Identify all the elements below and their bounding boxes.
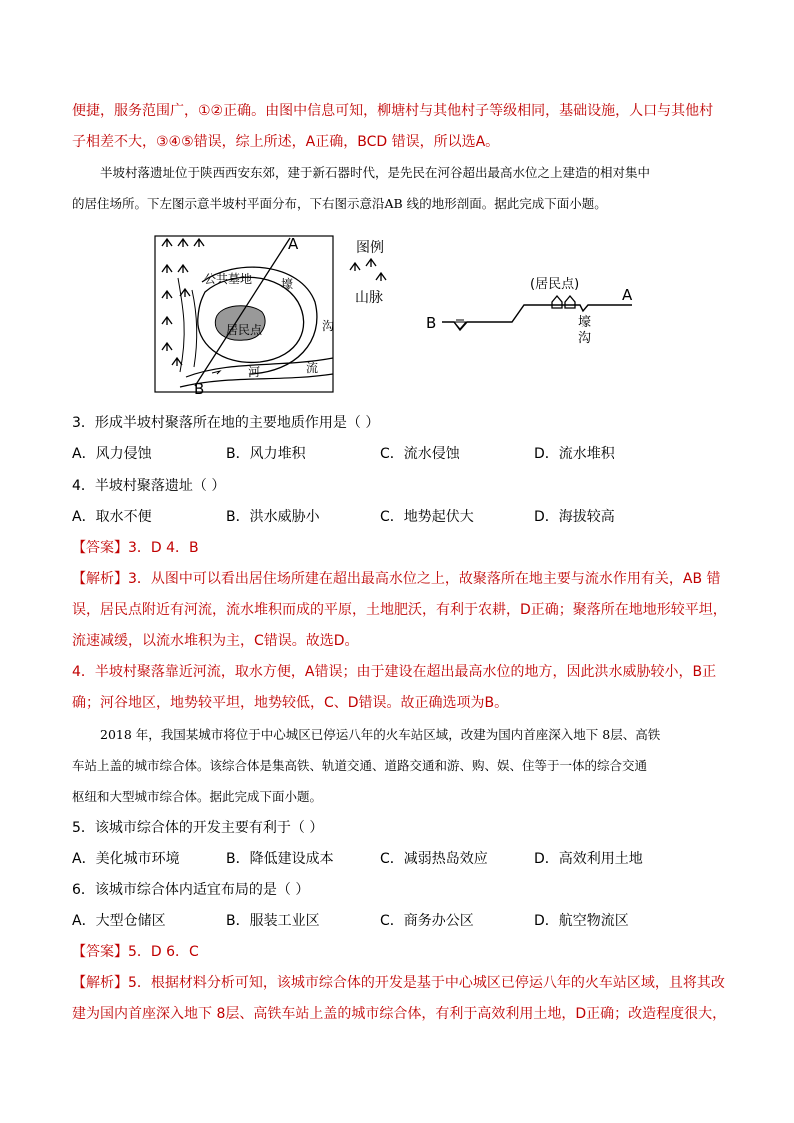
paragraph-line: 便捷，服务范围广，①②正确。由图中信息可知，柳塘村与其他村子等级相同，基础设施，人口与其他村 bbox=[72, 103, 714, 119]
analysis-tag: 【解析】 bbox=[72, 571, 128, 587]
mountain-icons bbox=[162, 239, 204, 366]
question-5-stem: 5．该城市综合体的开发主要有利于（ ） bbox=[72, 820, 324, 836]
q6-option-d: D．航空物流区 bbox=[534, 913, 629, 929]
analysis-1-line: 误，居民点附近有河流，流水堆积而成的平原，土地肥沃，有利于农耕，D正确；聚落所在地地形较平坦， bbox=[72, 602, 727, 618]
trench-label: 壕 bbox=[281, 277, 294, 291]
label-a: A bbox=[288, 235, 299, 253]
q5-option-b: B．降低建设成本 bbox=[226, 851, 334, 867]
cemetery-label: 公共墓地 bbox=[204, 272, 253, 286]
answer-2 bbox=[72, 942, 732, 962]
legend-title: 图例 bbox=[356, 240, 384, 256]
q6-option-a: A．大型仓储区 bbox=[72, 913, 166, 929]
legend-item: 山脉 bbox=[355, 290, 383, 306]
q4-option-d: D．海拔较高 bbox=[534, 509, 615, 525]
analysis-1-line: 流速减缓，以流水堆积为主，C错误。故选D。 bbox=[72, 633, 359, 649]
profile-settlement-label: (居民点) bbox=[530, 277, 580, 292]
river-label: 河 bbox=[248, 365, 261, 379]
q5-option-a: A．美化城市环境 bbox=[72, 851, 180, 867]
q6-option-c: C．商务办公区 bbox=[380, 913, 474, 929]
legend-mountain-icon bbox=[350, 259, 386, 281]
answer-text: 3．D 4．B bbox=[128, 540, 199, 556]
q5-option-c: C．减弱热岛效应 bbox=[380, 851, 488, 867]
q4-option-a: A．取水不便 bbox=[72, 509, 152, 525]
material-line: 2018 年，我国某城市将位于中心城区已停运八年的火车站区域，改建为国内首座深入地下 8层、高铁 bbox=[100, 727, 661, 742]
material-line: 枢纽和大型城市综合体。据此完成下面小题。 bbox=[72, 789, 323, 804]
answer-tag: 【答案】 bbox=[72, 944, 128, 960]
q3-option-a: A．风力侵蚀 bbox=[72, 446, 152, 462]
q5-option-d: D．高效利用土地 bbox=[534, 851, 643, 867]
analysis-1-line: 4．半坡村聚落靠近河流，取水方便，A错误；由于建设在超出最高水位的地方，因此洪水威胁较小，B正 bbox=[72, 664, 717, 680]
q3-option-d: D．流水堆积 bbox=[534, 446, 615, 462]
profile-label-b: B bbox=[426, 314, 437, 332]
question-6-stem: 6．该城市综合体内适宜布局的是（ ） bbox=[72, 882, 310, 898]
profile-trench-label: 沟 bbox=[578, 331, 592, 346]
settlement-label: 居民点 bbox=[226, 323, 263, 337]
q4-option-c: C．地势起伏大 bbox=[380, 509, 474, 525]
analysis-1-line: 确；河谷地区，地势较平坦，地势较低，C、D错误。故正确选项为B。 bbox=[72, 695, 509, 711]
river-label: 流 bbox=[306, 361, 319, 375]
question-3-stem: 3．形成半坡村聚落所在地的主要地质作用是（ ） bbox=[72, 415, 380, 431]
label-b: B bbox=[194, 380, 205, 397]
answer-text: 5．D 6．C bbox=[128, 944, 199, 960]
profile-label-a: A bbox=[622, 286, 633, 304]
analysis-2-line bbox=[72, 973, 732, 993]
analysis-2-line: 建为国内首座深入地下 8层、高铁车站上盖的城市综合体，有利于高效利用土地，D正确；改造程度很大， bbox=[72, 1006, 727, 1022]
q3-option-b: B．风力堆积 bbox=[226, 446, 306, 462]
analysis-text: 5．根据材料分析可知，该城市综合体的开发是基于中心城区已停运八年的火车站区域，且将其改 bbox=[128, 975, 725, 991]
analysis-1-line bbox=[72, 569, 732, 589]
ab-profile bbox=[420, 270, 650, 350]
material-line: 的居住场所。下左图示意半坡村平面分布，下右图示意沿AB 线的地形剖面。据此完成下面小题。 bbox=[72, 196, 607, 211]
material-line: 车站上盖的城市综合体。该综合体是集高铁、轨道交通、道路交通和游、购、娱、住等于一体的综合交通 bbox=[72, 758, 648, 773]
analysis-text: 3．从图中可以看出居住场所建在超出最高水位之上，故聚落所在地主要与流水作用有关，AB 错 bbox=[128, 571, 721, 587]
answer-1 bbox=[72, 538, 732, 558]
analysis-tag: 【解析】 bbox=[72, 975, 128, 991]
profile-trench-label: 壕 bbox=[578, 315, 592, 330]
banpo-plan-map bbox=[150, 232, 400, 397]
q4-option-b: B．洪水威胁小 bbox=[226, 509, 320, 525]
material-line: 半坡村落遗址位于陕西西安东郊，建于新石器时代，是先民在河谷超出最高水位之上建造的相对集中 bbox=[100, 165, 651, 180]
answer-tag: 【答案】 bbox=[72, 540, 128, 556]
house-icons bbox=[552, 296, 575, 308]
paragraph-line: 子相差不大，③④⑤错误，综上所述，A正确，BCD 错误，所以选A。 bbox=[72, 134, 500, 150]
trench-label: 沟 bbox=[322, 319, 335, 333]
question-4-stem: 4．半坡村聚落遗址（ ） bbox=[72, 478, 226, 494]
q6-option-b: B．服装工业区 bbox=[226, 913, 320, 929]
q3-option-c: C．流水侵蚀 bbox=[380, 446, 460, 462]
